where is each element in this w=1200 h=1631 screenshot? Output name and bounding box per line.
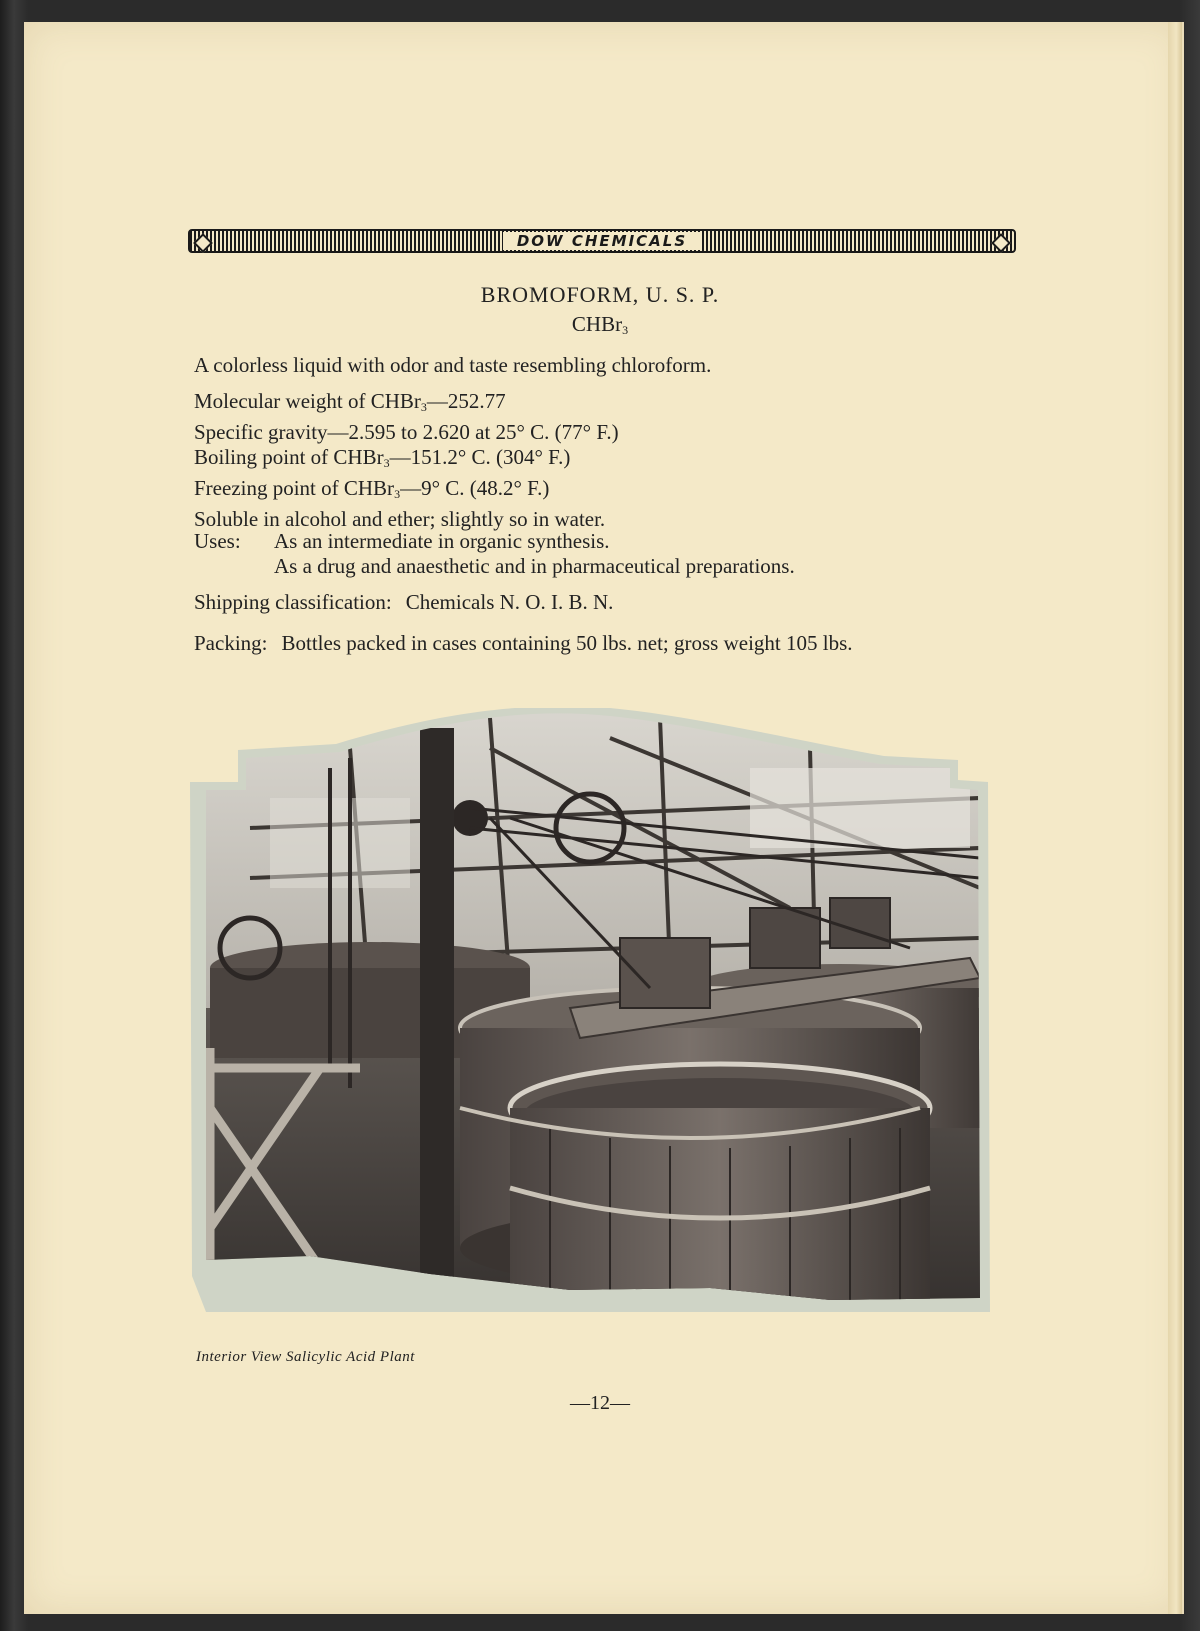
uses-row-2 bbox=[194, 554, 795, 579]
freezing-point-prefix: Freezing point of CHBr bbox=[194, 476, 395, 500]
product-description: A colorless liquid with odor and taste resembling chloroform. bbox=[194, 353, 712, 377]
freezing-point bbox=[194, 476, 619, 507]
uses-item: As an intermediate in organic synthesis. bbox=[274, 529, 610, 553]
banner-left-diamond-icon bbox=[193, 233, 213, 253]
uses-row-1 bbox=[194, 529, 795, 554]
formula-subscript: 3 bbox=[622, 323, 629, 337]
solubility: Soluble in alcohol and ether; slightly so in water. bbox=[194, 507, 606, 531]
formula-main: CHBr bbox=[571, 312, 623, 336]
packing-label: Packing: bbox=[194, 631, 268, 655]
boiling-point bbox=[194, 445, 619, 476]
shipping-value: Chemicals N. O. I. B. N. bbox=[405, 590, 614, 614]
molecular-weight-value: —252.77 bbox=[426, 389, 506, 413]
boiling-point-prefix: Boiling point of CHBr bbox=[194, 445, 384, 469]
dow-chemicals-banner bbox=[188, 229, 1016, 253]
uses-label-spacer bbox=[194, 554, 274, 579]
page-number: —12— bbox=[570, 1392, 630, 1414]
page-fold bbox=[1168, 22, 1182, 1614]
specific-gravity: Specific gravity—2.595 to 2.620 at 25° C. (77° F.) bbox=[194, 420, 619, 444]
boiling-point-sub: 3 bbox=[383, 456, 390, 470]
properties-list bbox=[194, 389, 619, 532]
uses-item: As a drug and anaesthetic and in pharmaceutical preparations. bbox=[274, 554, 795, 578]
freezing-point-sub: 3 bbox=[394, 487, 401, 501]
banner-label: DOW CHEMICALS bbox=[503, 232, 701, 250]
molecular-weight-prefix: Molecular weight of CHBr bbox=[194, 389, 421, 413]
shipping-classification bbox=[194, 590, 613, 615]
uses-label: Uses: bbox=[194, 529, 241, 553]
shipping-label: Shipping classification: bbox=[194, 590, 392, 614]
freezing-point-value: —9° C. (48.2° F.) bbox=[400, 476, 550, 500]
product-formula bbox=[0, 312, 1200, 338]
plant-photo-illustration bbox=[190, 708, 1030, 1358]
photo-caption: Interior View Salicylic Acid Plant bbox=[196, 1349, 415, 1365]
banner-right-diamond-icon bbox=[991, 233, 1011, 253]
molecular-weight-sub: 3 bbox=[420, 400, 427, 414]
packing bbox=[194, 631, 853, 656]
plant-photo bbox=[190, 708, 1030, 1358]
product-title: BROMOFORM, U. S. P. bbox=[480, 282, 720, 307]
boiling-point-value: —151.2° C. (304° F.) bbox=[389, 445, 571, 469]
packing-value: Bottles packed in cases containing 50 lbs. net; gross weight 105 lbs. bbox=[281, 631, 853, 655]
uses-section bbox=[194, 529, 795, 579]
molecular-weight bbox=[194, 389, 619, 420]
